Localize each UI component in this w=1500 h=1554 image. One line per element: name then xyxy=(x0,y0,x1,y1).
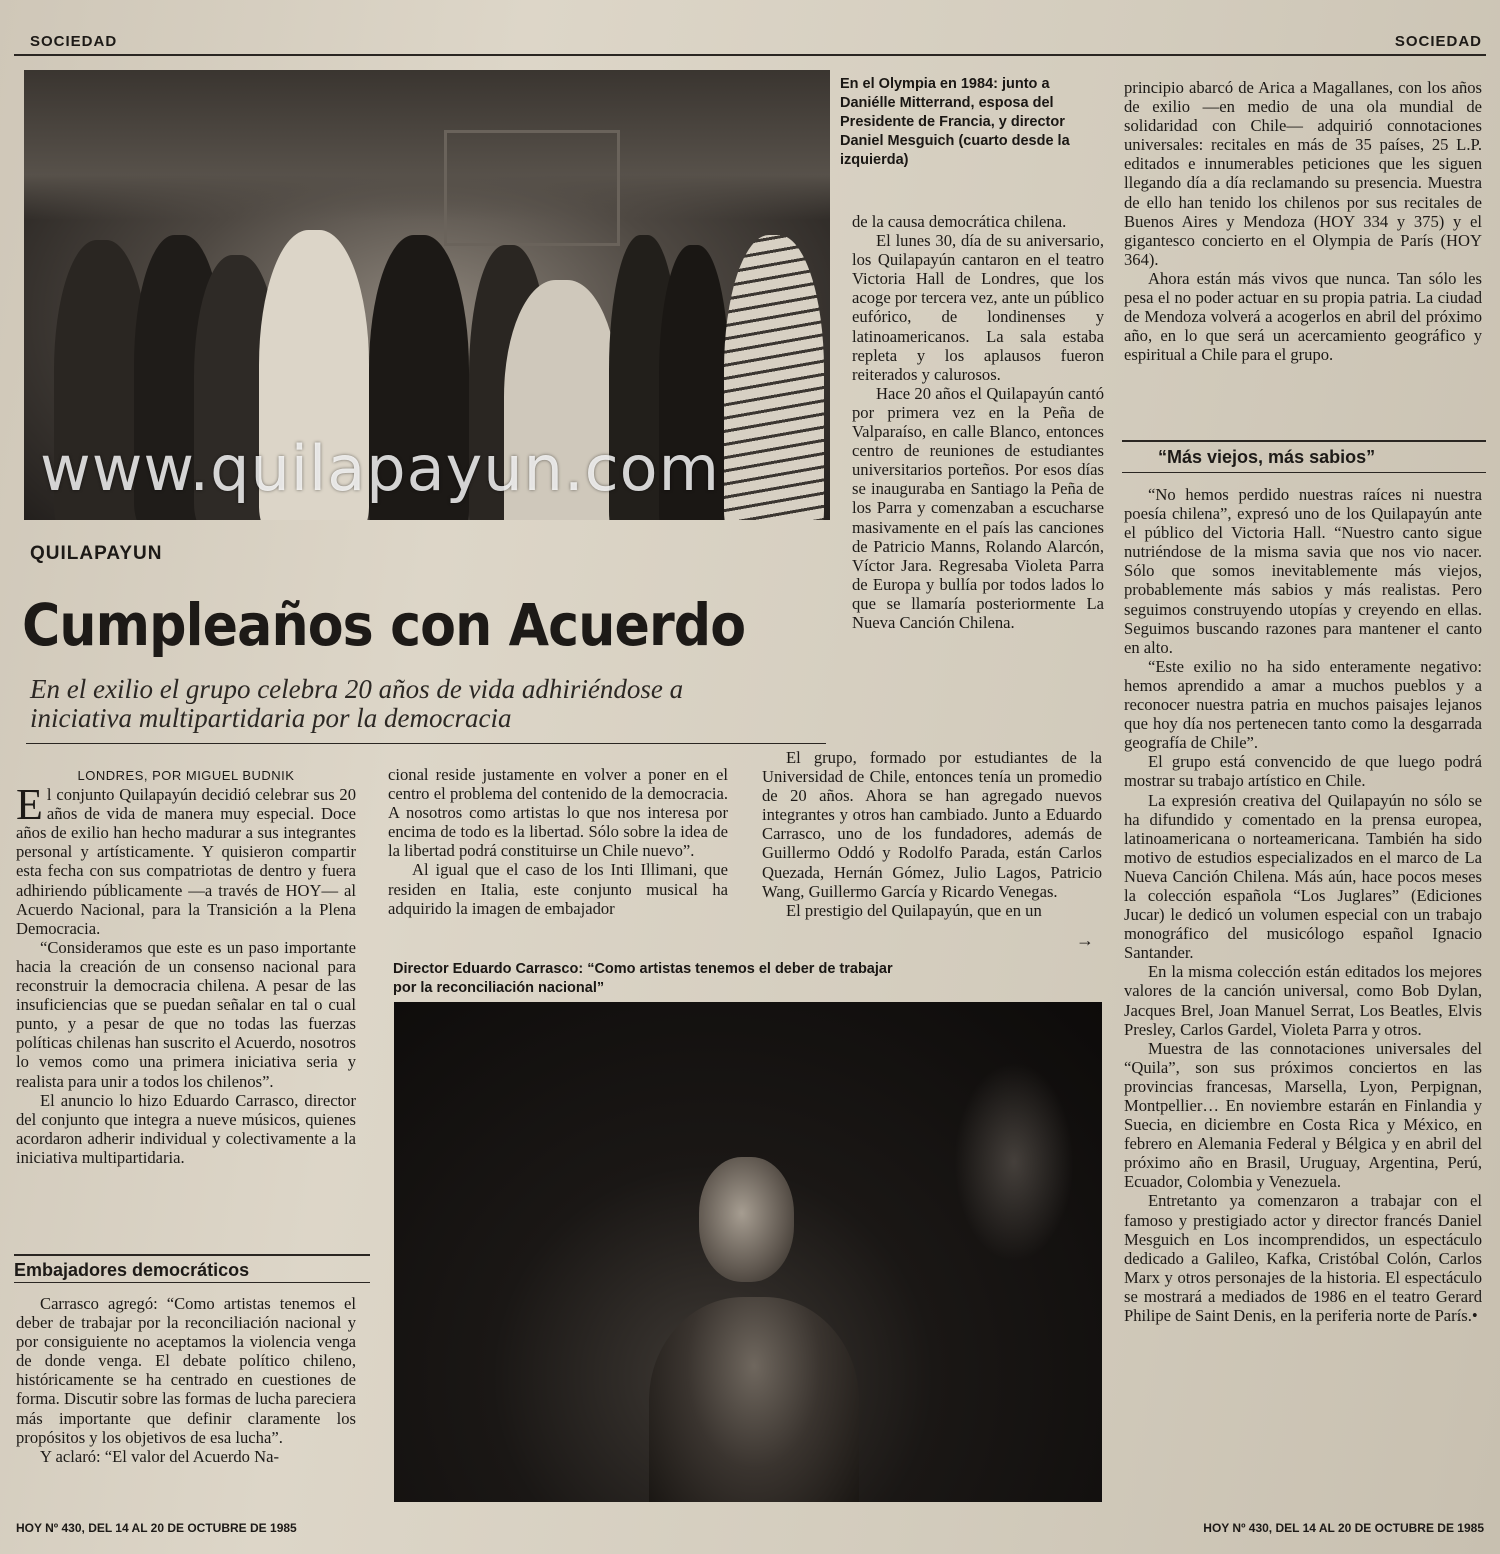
photo1-caption: En el Olympia en 1984: junto a Daniélle Mitterrand, esposa del Presidente de Francia, y director Daniel Mesguich (cuarto desde la izquierda) xyxy=(840,76,1070,168)
carrasco-photo xyxy=(394,1002,1102,1502)
deck-rule xyxy=(26,743,826,744)
drop-cap: E xyxy=(16,780,43,830)
col1-para-4: Carrasco agregó: “Como artistas tenemos el deber de trabajar por la reconciliación nacional y por consiguiente no aceptamos la violencia venga de donde venga. El debate político chileno, históricamente se ha centrado en cuestiones de forma. Discutir sobre las formas de lucha pareciera más importante que definir claramente los propósitos y los objetivos de esa lucha”. xyxy=(16,1294,356,1447)
continue-arrow: → xyxy=(1076,930,1094,950)
photo2-caption: Director Eduardo Carrasco: “Como artistas tenemos el deber de trabajar por la reconciliación nacional” xyxy=(393,961,893,996)
col3-para-5: El prestigio del Quilapayún, que en un xyxy=(786,900,1042,920)
column-3 xyxy=(852,212,1104,632)
byline: LONDRES, POR MIGUEL BUDNIK xyxy=(77,768,295,783)
subhead2-rule-bottom xyxy=(1122,472,1486,473)
col4-para-6: La expresión creativa del Quilapayún no sólo se ha difundido y comentado en la prensa europea, latinoamericana o norteamericana. También ha sido motivo de estudios especializados en el marco de La Nueva Canción Chilena. Más aún, hace pocos meses la colección española “Los Juglares” (Ediciones Jucar) le dedicó un volumen especial con un trabajo monográfico del musicólogo español Ignacio Santander. xyxy=(1124,790,1482,963)
col3-para-4: El grupo, formado por estudiantes de la Universidad de Chile, entonces tenía un promedio de 20 años. Ahora se han agregado nuevos integrantes y otros han cambiado. Junto a Eduardo Carrasco, uno de los fundadores, además de Guillermo Oddó y Rodolfo Parada, están Carlos Quezada, Hernán Gómez, Julio Lagos, Patricio Wang, Guillermo García y Ricardo Venegas. xyxy=(762,748,1102,901)
col3-para-2: El lunes 30, día de su aniversario, los Quilapayún cantaron en el teatro Victoria Hall de Londres, que los acoge por tercera vez, ante un público eufórico, de londinenses y latinoamericanos. La sala estaba repleta y los aplausos fueron reiterados y calurosos. xyxy=(852,231,1105,384)
watermark-text: www.quilapayun.com xyxy=(40,432,720,505)
article-deck: En el exilio el grupo celebra 20 años de vida adhiriéndose a iniciativa multipartidaria por la democracia xyxy=(30,674,684,733)
col3-para-1: de la causa democrática chilena. xyxy=(852,212,1067,231)
footer-left: HOY Nº 430, DEL 14 AL 20 DE OCTUBRE DE 1985 xyxy=(16,1521,297,1535)
col1-para-3: El anuncio lo hizo Eduardo Carrasco, director del conjunto que integra a nueve músicos, quienes acordaron adherir individual y colectivamente a la iniciativa multipartidaria. xyxy=(16,1090,356,1167)
section-label-left: SOCIEDAD xyxy=(30,33,118,50)
column-4-continued xyxy=(1124,485,1482,1325)
col4-para-3: “No hemos perdido nuestras raíces ni nuestra poesía chilena”, expresó uno de los Quilapayún ante el público del Victoria Hall. “Nuestro canto sigue nutriéndose de la misma savia que nos vio nacer. Sólo que somos inevitablemente más viejos, probablemente más sabios y más realistas. Pero seguimos construyendo utopías y creyendo en ellas. Seguimos buscando razones para mantener el canto en alto. xyxy=(1124,485,1482,657)
column-2 xyxy=(388,765,728,918)
section-label-right: SOCIEDAD xyxy=(1394,33,1482,50)
article-kicker: QUILAPAYUN xyxy=(30,543,163,564)
article-headline: Cumpleaños con Acuerdo xyxy=(22,591,746,659)
col4-para-7: En la misma colección están editados los mejores valores de la canción universal, como Bob Dylan, Jacques Brel, Joan Manuel Serrat, Los Beatles, Elvis Presley, Carlos Gardel, Violeta Parra y otros. xyxy=(1124,962,1482,1039)
col4-para-9: Entretanto ya comenzaron a trabajar con el famoso y prestigiado actor y director francés Daniel Mesguich en Los incomprendidos, un espectáculo dedicado a Galileo, Kafka, Cristóbal Colón, Carlos Marx y otros personajes de la historia. El espectáculo se mostrará a mediados de 1986 en el teatro Gerard Philipe de Saint Denis, en la periferia norte de París.• xyxy=(1124,1191,1482,1326)
footer-right: HOY Nº 430, DEL 14 AL 20 DE OCTUBRE DE 1985 xyxy=(1203,1521,1484,1535)
col4-para-2: Ahora están más vivos que nunca. Tan sólo les pesa el no poder actuar en su propia patria. La ciudad de Mendoza volverá a acogerlos en abril del próximo año, en lo que será un acercamiento geográfico y espiritual a Chile para el grupo. xyxy=(1124,268,1482,365)
col2-para-1: cional reside justamente en volver a poner en el centro el problema del contenido de la democracia. A nosotros como artistas lo que nos interesa por encima de todo es la libertad. Sólo sobre la idea de la libertad podrá constituirse un Chile nuevo”. xyxy=(388,765,728,861)
column-1 xyxy=(16,765,356,1167)
col4-para-4: “Este exilio no ha sido enteramente negativo: hemos aprendido a amar a muchos pueblos y a reconocer nuestra patria en muchos paisajes lejanos que hoy día nos pertenecen tanto como la desgarrada geografía de Chile”. xyxy=(1124,656,1482,753)
column-1-continued xyxy=(16,1294,356,1466)
col4-para-8: Muestra de las connotaciones universales del “Quila”, son sus próximos conciertos en las provincias francesas, Marsella, Lyon, Perpignan, Montpellier… En noviembre estarán en Finlandia y Suecia, en diciembre en Costa Rica y México, en febrero en Alemania Federal y Bélgica y en abril del próximo año en Brasil, Uruguay, Argentina, Perú, Ecuador, Colombia y Venezuela. xyxy=(1124,1038,1482,1192)
subhead-embajadores: Embajadores democráticos xyxy=(14,1260,250,1280)
col1-para-2: “Consideramos que este es un paso importante hacia la creación de un consenso nacional para reconstruir la democracia chilena. A pesar de las insuficiencias que se puedan señalar en tal o cual punto, y a pesar de que no todas las fuerzas políticas chilenas han suscrito el Acuerdo, nosotros lo vemos como una primera iniciativa seria y realista para unir a todos los chilenos”. xyxy=(16,937,356,1091)
subhead-rule-bottom xyxy=(14,1282,370,1283)
col1-para-1: l conjunto Quilapayún decidió celebrar sus 20 años de vida de manera muy especial. Doce años de exilio han hecho madurar a sus integrantes personal y artísticamente. Y quisieron compartir esta fecha con sus compatriotas de dentro y fuera adhiriendo públicamente —a través de HOY— al Acuerdo Nacional, para la Transición a la Plena Democracia. xyxy=(16,785,356,938)
col4-para-1: principio abarcó de Arica a Magallanes, con los años de exilio —en medio de una ola mundial de solidaridad con Chile— adquirió connotaciones universales: recitales en más de 35 países, 25 L.P. editados e innumerables peticiones que les siguen llegando día a día reclamando su presencia. Muestra de ello han tenido los chilenos por sus recitales de Buenos Aires y Mendoza (HOY 334 y 375) y el gigantesco concierto en el Olympia de París (HOY 364). xyxy=(1124,78,1482,269)
column-3-continued xyxy=(762,748,1102,920)
subhead-mas-viejos: “Más viejos, más sabios” xyxy=(1158,447,1376,467)
header-rule xyxy=(14,54,1486,56)
col1-para-5: Y aclaró: “El valor del Acuerdo Na- xyxy=(40,1446,279,1466)
col2-para-2: Al igual que el caso de los Inti Illimani, que residen en Italia, este conjunto musical ha adquirido la imagen de embajador xyxy=(388,860,728,918)
col4-para-5: El grupo está convencido de que luego podrá mostrar su trabajo artístico en Chile. xyxy=(1124,752,1482,791)
col3-para-3: Hace 20 años el Quilapayún cantó por primera vez en la Peña de Valparaíso, en calle Blanco, entonces centro de reuniones de estudiantes universitarios porteños. Por esos días se inauguraba en Santiago la Peña de los Parra y comenzaban a escucharse masivamente en el país las canciones de Patricio Manns, Rolando Alarcón, Víctor Jara. Regresaba Violeta Parra de Europa y bullía por todos lados lo que se llamaría posteriormente La Nueva Canción Chilena. xyxy=(852,383,1104,632)
column-4 xyxy=(1124,78,1482,364)
subhead2-rule-top xyxy=(1122,440,1486,442)
